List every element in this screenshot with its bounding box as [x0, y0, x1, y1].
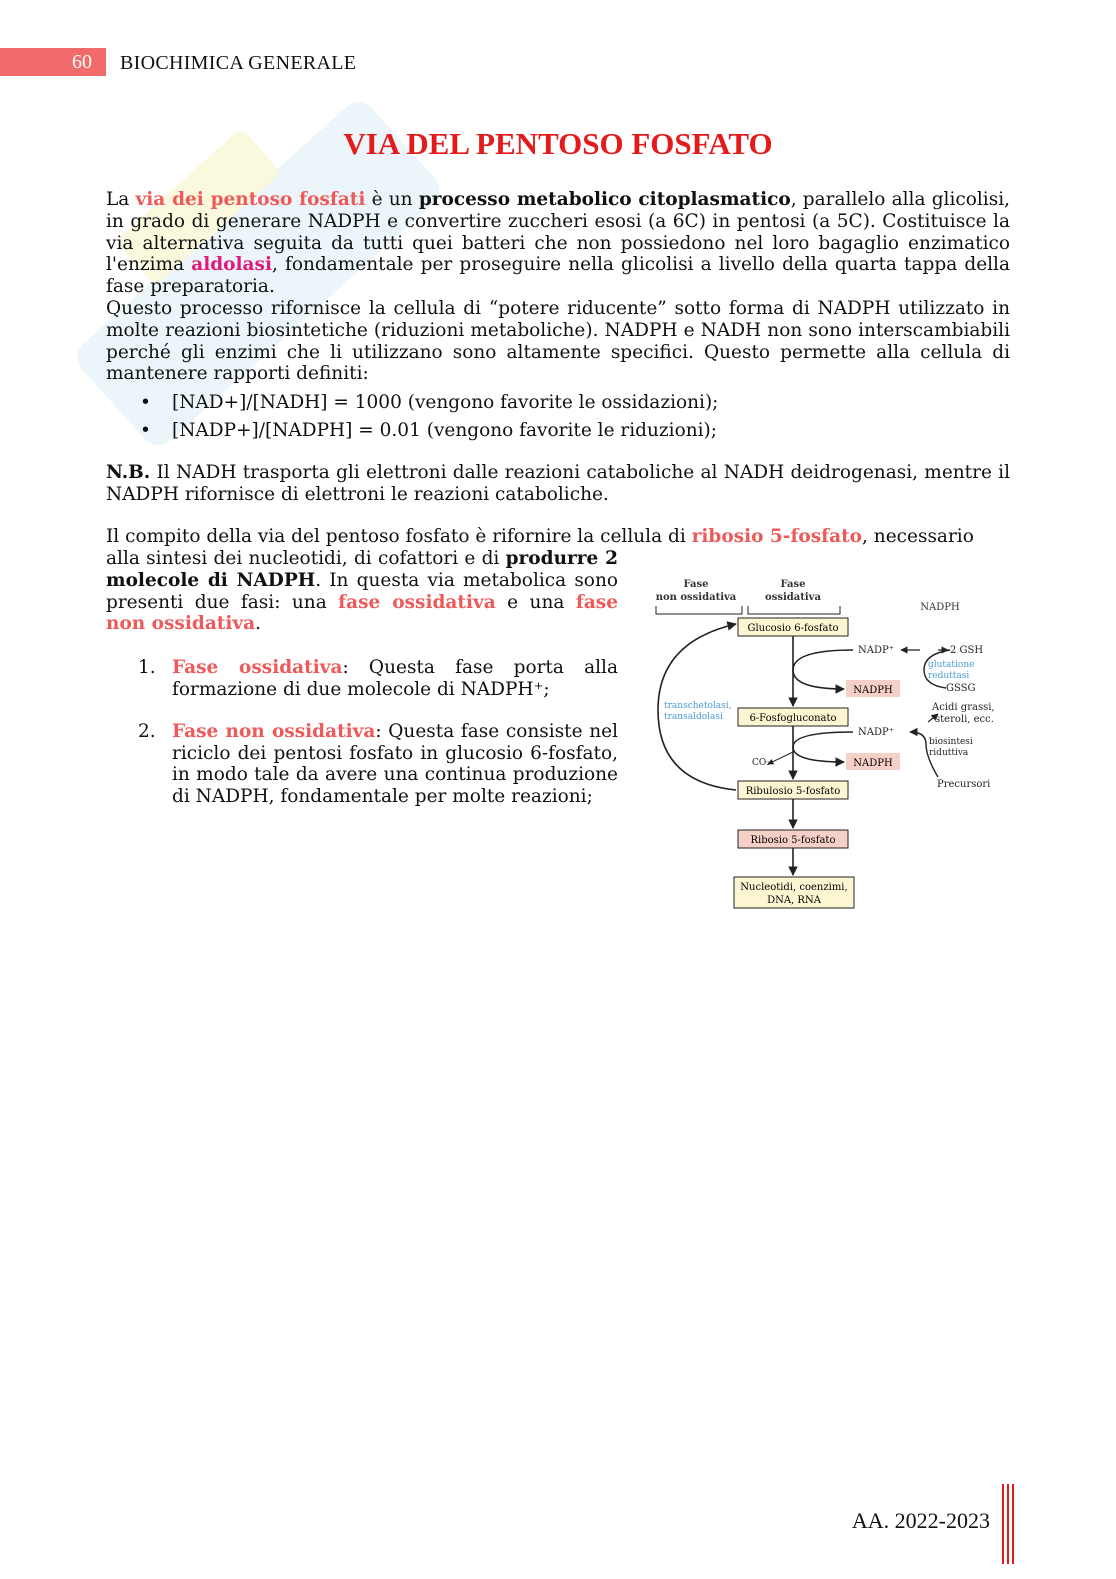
cofactor-curve — [793, 650, 853, 689]
academic-year: AA. 2022-2023 — [851, 1508, 990, 1533]
enzymes-label: transchetolasi, — [664, 701, 732, 711]
intro-paragraph: La via dei pentoso fosfati è un processo metabolico citoplasmatico, parallelo alla glicolisi, in grado di generare NADPH e convertire zuccheri esosi (a 6C) in pentosi (a 5C). Costituisce la via alternativa seguita da tutti quei batteri che non possiedono nel loro bagaglio enzimatico l'enzima aldolasi, fondamentale per proseguire nella glicolisi a livello della quarta tappa della fase preparatoria. — [106, 189, 1011, 298]
phases-paragraph: alla sintesi dei nucleotidi, di cofattori e di produrre 2 molecole di NADPH. In questa via metabolica sono presenti due fasi: una fase ossidativa e una fase non ossidativa. — [106, 548, 619, 635]
cofactor-curve — [793, 732, 853, 762]
co2-label: CO₂ — [752, 758, 770, 768]
svg-text:transaldolasi: transaldolasi — [664, 712, 723, 722]
nadp-plus-label: NADP⁺ — [858, 645, 894, 656]
nadph-header: NADPH — [920, 602, 960, 613]
nadp-plus-label: NADP⁺ — [858, 727, 894, 738]
list-item: 2. Fase non ossidativa: Questa fase consiste nel riciclo dei pentosi fosfato in glucosio 6-fosfato, in modo tale da avere una continua produzione di NADPH, fondamentale per molte reazioni; — [138, 720, 618, 808]
nb-note: N.B. Il NADH trasporta gli elettroni dalle reazioni cataboliche al NADH deidrogenasi, mentre il NADPH rifornisce di elettroni le reazioni cataboliche. — [106, 462, 1010, 505]
list-item: • [NADP+]/[NADPH] = 0.01 (vengono favorite le riduzioni); — [172, 417, 1010, 445]
nb-label: N.B. — [106, 462, 151, 483]
pentose-phosphate-diagram — [648, 572, 998, 912]
svg-text:NADPH: NADPH — [853, 758, 893, 769]
svg-text:DNA, RNA: DNA, RNA — [767, 895, 821, 906]
page-title: VIA DEL PENTOSO FOSFATO — [343, 126, 773, 161]
list-item: 1. Fase ossidativa: Questa fase porta alla formazione di due molecole di NADPH⁺; — [138, 657, 618, 700]
svg-text:reduttasi: reduttasi — [928, 671, 970, 681]
running-header: BIOCHIMICA GENERALE — [120, 52, 357, 74]
bracket — [748, 606, 840, 614]
gssg-label: GSSG — [946, 683, 976, 694]
svg-text:steroli, ecc.: steroli, ecc. — [935, 714, 994, 725]
page-number: 60 — [72, 51, 92, 73]
svg-text:Nucleotidi, coenzimi,: Nucleotidi, coenzimi, — [740, 882, 848, 893]
phase-header-non-ox: Fase — [683, 579, 709, 590]
enzyme-label: glutatione — [928, 660, 975, 670]
bracket — [656, 606, 742, 614]
svg-text:Ribosio 5-fosfato: Ribosio 5-fosfato — [750, 835, 836, 846]
decorative-bars — [1002, 1484, 1016, 1564]
svg-text:Glucosio 6-fosfato: Glucosio 6-fosfato — [747, 623, 839, 634]
left-column — [106, 548, 618, 828]
task-line: Il compito della via del pentoso fosfato è rifornire la cellula di ribosio 5-fosfato, necessario — [106, 526, 974, 547]
phase-list — [106, 657, 618, 808]
biosynthesis-label: biosintesi — [929, 737, 973, 747]
ratio-list — [106, 389, 1010, 445]
precursors-label: Precursori — [937, 779, 991, 790]
svg-text:non ossidativa: non ossidativa — [655, 592, 737, 603]
intro-section — [106, 189, 1010, 445]
list-item: • [NAD+]/[NADH] = 1000 (vengono favorite le ossidazioni); — [172, 389, 1010, 417]
phase-header-ox: Fase — [780, 579, 806, 590]
svg-text:Ribulosio 5-fosfato: Ribulosio 5-fosfato — [745, 786, 841, 797]
page-number-tab — [0, 48, 106, 76]
svg-text:6-Fosfogluconato: 6-Fosfogluconato — [749, 713, 837, 724]
svg-text:ossidativa: ossidativa — [765, 592, 821, 603]
svg-text:NADPH: NADPH — [853, 685, 893, 696]
svg-text:riduttiva: riduttiva — [929, 748, 969, 758]
fatty-acids-label: Acidi grassi, — [932, 702, 995, 713]
ratios-paragraph: Questo processo rifornisce la cellula di “potere riducente” sotto forma di NADPH utilizzato in molte reazioni biosintetiche (riduzioni metaboliche). NADPH e NADH non sono interscambiabili perché gli enzimi che li utilizzano sono altamente specifici. Questo permette alla cellula di mantenere rapporti definiti: — [106, 297, 1010, 385]
co2-arrow — [768, 752, 793, 764]
gsh-label: 2 GSH — [950, 645, 984, 656]
